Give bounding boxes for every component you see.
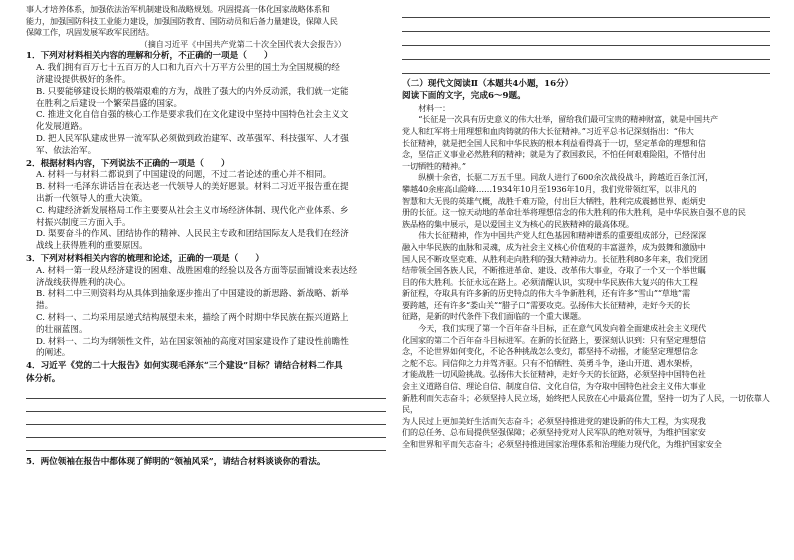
question-3 [26,254,386,360]
passage-line: 念，不论世界如何变化，不论各种挑战怎么变幻，都坚持不动摇，才能坚定理想信念 [402,346,698,357]
passage-line: 们的总任务、总布局提供坚强保障；必须坚持党对人民军队的绝对领导，为维护国家安 [402,427,706,438]
passage-line: 纵横十余省，长驱二万五千里。同敌人进行了600余次战役战斗，跨越近百条江河， [418,172,714,183]
option-line: C. 推进文化自信自强的核心工作是要求我们在文化建设中坚持中国特色社会主义文 [36,110,349,121]
answer-line[interactable] [26,438,386,451]
answer-line[interactable] [402,4,770,18]
option-line: 的壮丽蓝图。 [36,324,88,335]
answer-line[interactable] [26,425,386,438]
question-stem: 3．下列对材料相关内容的梳理和论述，正确的一项是（ ） [26,253,265,264]
option-line: C. 构建经济新发展格局工作主要要从社会主义市场经济体制、现代化产业体系、乡 [36,205,349,216]
material-paragraph [402,114,770,172]
passage-line: 长征精神，就是把全国人民和中华民族的根本利益看得高于一切，坚定革命的理想和信 [402,137,706,148]
passage-line: “长征是一次具有历史意义的伟大壮举，留给我们最可宝贵的精神财富，就是中国共产 [418,114,718,125]
passage-line: 会主义道路自信、理论自信、制度自信、文化自信，为夺取中国特色社会主义伟大事业 [402,381,706,392]
option-line: 措。 [36,301,54,312]
question-2 [26,159,386,253]
answer-line[interactable] [26,399,386,412]
passage-line: 融入中华民族的血脉和灵魂，成为社会主义核心价值观的丰富滋养，成为鼓舞和激励中 [402,241,706,252]
option-line: A. 材料一第一段从经济建设的困难、战胜困难的经验以及各方面等层面铺设来表达经 [36,265,358,276]
section-instruction: 阅读下面的文字，完成6～9题。 [402,91,526,101]
passage-line: 册的长征。这一惊天动地的革命壮举将理想信念的伟大胜利的伟大胜利，是中华民族自强不息的民 [402,207,746,218]
question-5 [26,457,386,469]
passage-line: 全和世界和平而矢志奋斗；必须坚持推进国家治理体系和治理能力现代化，为维护国家安全 [402,439,722,450]
option-line: A. 材料一与材料二都说到了中国建设的问题，不过二者论述的重心并不相同。 [36,170,332,181]
passage-line: 党人和红军将士用理想和血肉铸就的伟大长征精神。”习近平总书记深刻指出：“伟大 [402,125,694,136]
question-stem: 体分析。 [26,373,61,384]
answer-line[interactable] [26,386,386,399]
answer-line[interactable] [402,46,770,60]
passage-line: 目的伟大胜利。长征永远在路上。必须清醒认识，实现中华民族伟大复兴的伟大工程 [402,276,698,287]
answer-line[interactable] [402,60,770,74]
material-label: 材料一： [418,102,451,113]
passage-line: 国人民不断攻坚克难、从胜利走向胜利的强大精神动力。长征胜利80多年来，我们党团 [402,253,708,264]
question-stem: 5．两位领袖在报告中都体现了鲜明的“领袖风采”，请结合材料谈谈你的看法。 [26,456,326,467]
passage-line: 保障工作，巩固发展军政军民团结。 [26,27,154,38]
passage-line: 事人才培养体系，加强依法治军机制建设和战略规划。巩固提高一体化国家战略体系和 [26,4,330,14]
question-1 [26,51,386,157]
option-line: 的阐述。 [36,348,71,359]
option-line: B. 只要能够建设长期的极端艰难的方为，战胜了强大的内外反动派，我们就一定能 [36,86,349,97]
passage-line: 攀越40余座高山险峰……1934年10月至1936年10月，我们党带领红军，以非凡的 [402,183,697,194]
section-heading: （二）现代文阅读Ⅱ（本题共4小题，16分） [402,79,574,89]
passage-line: 新征程，夺取具有许多新的历史特点的伟大斗争新胜利，还有许多“雪山”“草地”需 [402,288,690,299]
material-paragraph [402,172,770,230]
passage-line: 族品格的集中展示，是以爱国主义为核心的民族精神的最高体现。 [402,218,634,229]
passage-line: 伟大长征精神，作为中国共产党人红色基因和精神谱系的重要组成部分，已经深深 [418,230,706,241]
passage-line: 才能战胜一切风险挑战。弘扬伟大长征精神，走好今天的长征路，必须坚持中国特色社 [402,369,706,380]
passage-line: 征路，是新的时代条件下我们面临的一个重大课题。 [402,311,586,322]
option-line: 化发展道路。 [36,122,88,133]
passage-line: 新胜利而矢志奋斗；必须坚持人民立场，始终把人民放在心中最高位置，坚持一切为了人民，一切依靠人民， [402,392,770,415]
question-4 [26,361,386,451]
passage-line: 为人民过上更加美好生活而矢志奋斗；必须坚持推进党的建设新的伟大工程，为实现我 [402,415,706,426]
passage-line: 结带领全国各族人民，不断推进革命、建设、改革伟大事业，夺取了一个又一个举世瞩 [402,265,706,276]
option-line: D. 材料一、二均为纲领性文件，站在国家领袖的高度对国家建设作了建设性前瞻性 [36,336,349,347]
material-paragraph [402,323,770,451]
option-line: 济战线获得胜利的决心。 [36,277,131,288]
left-column [26,4,386,468]
question-stem: 2．根据材料内容，下列说法不正确的一项是（ ） [26,158,230,169]
material-paragraph [402,230,770,323]
option-line: D. 把人民军队建成世界一流军队必须做到政治建军、改革强军、科技强军、人才强 [36,133,349,144]
answer-line[interactable] [26,412,386,425]
answer-line[interactable] [402,18,770,32]
passage-tail [26,4,386,39]
option-line: 济建设提供极好的条件。 [36,74,131,85]
passage-line: 智慧和大无畏的英雄气概，战胜千难万险，付出巨大牺牲，胜利完成震撼世界、彪炳史 [402,195,706,206]
passage-line: 念，坚信正义事业必然胜利的精神；就是为了救国救民，不怕任何艰难险阻，不惜付出 [402,149,706,160]
option-line: 战线上获得胜利的重要原因。 [36,241,148,252]
question-stem: 4．习近平《党的二十大报告》如何实现毛泽东“三个建设”目标？请结合材料二作具 [26,361,343,372]
answer-line[interactable] [402,32,770,46]
option-line: 村振兴制度三方面入手。 [36,217,131,228]
right-column [402,4,770,451]
passage-source: （摘自习近平《中国共产党第二十次全国代表大会报告》） [139,38,346,49]
passage-line: 能力，加强国防科技工业能力建设，加强国防教育、国防动员和后备力量建设，保障人民 [26,15,338,26]
passage-line: 化国家的第二个百年奋斗目标进军。在新的长征路上，要深刻认识到：只有坚定理想信 [402,334,706,345]
option-line: B. 材料一毛泽东讲话旨在表达老一代领导人的美好愿景。材料二习近平报告重在提 [36,182,349,193]
option-line: 出新一代领导人的重大决策。 [36,193,148,204]
option-line: B. 材料二中三则资料均从具体到抽象逐步推出了中国建设的新思路、新战略、新举 [36,289,349,300]
passage-line: 一切牺牲的精神。” [402,160,466,171]
passage-line: 今天，我们实现了第一个百年奋斗目标，正在意气风发向着全面建成社会主义现代 [418,323,706,334]
option-line: 在胜利之后建设一个繁荣昌盛的国家。 [36,98,183,109]
option-line: 军、依法治军。 [36,145,97,156]
option-line: C. 材料一、二均采用层递式结构展望未来，描绘了两个时期中华民族在振兴道路上 [36,312,349,323]
passage-line: 要跨越，还有许多“娄山关”“腊子口”需要攻克。弘扬伟大长征精神，走好今天的长 [402,299,690,310]
option-line: A. 我们拥有百万七十五百万的人口和九百六十万平方公里的国土为全国规模的经 [36,63,340,74]
passage-line: 之舵不忘。同信仰之力并驾齐驱。只有不怕牺牲、英勇斗争，逢山开道、遇水架桥， [402,357,698,368]
option-line: D. 渠要奋斗的作风、团结协作的精神、人民民主专政和团结国际友人是我们在经济 [36,229,349,240]
question-stem: 1．下列对材料相关内容的理解和分析，不正确的一项是（ ） [26,51,273,62]
